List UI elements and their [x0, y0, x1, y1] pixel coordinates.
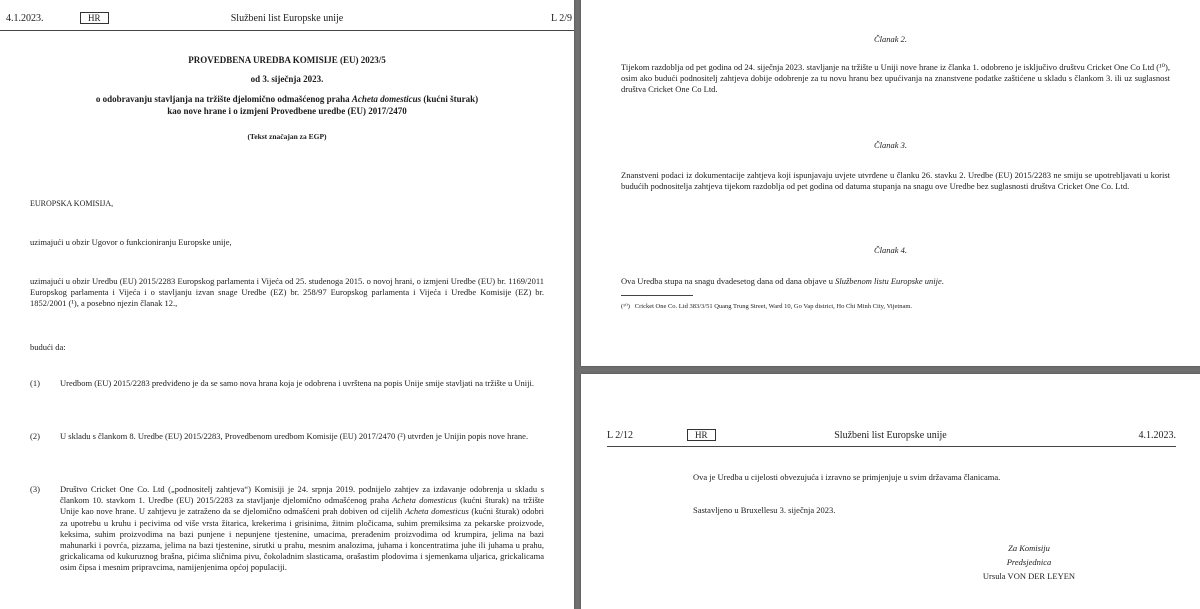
regulation-date: od 3. siječnja 2023. [250, 74, 324, 84]
recital-text: Društvo Cricket One Co. Ltd („podnositelj zahtjeva“) Komisiji je 24. srpnja 2019. podnijelo zahtjev za izdavanje odobrenja u skladu s člankom 10. stavkom 1. Uredbe (EU) 2015/2283 za stavljanje djelomično odmašćenog praha Acheta domesticus (kućni šturak) na tržište Unije kao nove hrane. U zahtjevu je zatraženo da se djelomično odmašćeni prah dobiven od cijelih Acheta domesticus (kućni šturak) odobri za upotrebu u kruhu i pecivima od više vrsta žitarica, krekerima i grisinima, žitnim pločicama, suhim premiksima za pekarske proizvode, keksima, suhim proizvodima na bazi punjene i nepunjene tjestenine, umacima, prerađenim proizvodima od krumpira, jelima na bazi mahunarki i povrća, pizzama, jelima na bazi tjestenine, sirutki u prahu, mesnim analozima, juhama i koncentratima juhe ili juhama u prahu, grickalicama od kukuruznog brašna, pićima sličnima pivu, čokoladnim slasticama, orašastim plodovima i sjemenkama uljarica, grickalicama osim čipsa i mesnim pripravcima, namijenjenima općoj populaciji. [60, 484, 545, 573]
footnote [621, 302, 1180, 311]
footnote-mark: (¹⁰) [621, 303, 630, 310]
article-4-heading: Članak 4. [873, 245, 908, 255]
regulation-subject-line1: o odobravanju stavljanja na tržište djelomično odmašćenog praha Acheta domesticus (kućni šturak) [95, 94, 479, 104]
header-journal: Službeni list Europske unije [834, 430, 947, 441]
recital-1 [30, 378, 544, 389]
eea-relevance: (Tekst značajan za EGP) [247, 132, 327, 141]
president-name: Ursula VON DER LEYEN [982, 571, 1076, 581]
article-4-text: Ova Uredba stupa na snagu dvadesetog dana od dana objave u Službenom listu Europske unije. [621, 276, 944, 286]
article-2-heading: Članak 2. [873, 34, 908, 44]
commission-heading: EUROPSKA KOMISIJA, [30, 199, 114, 208]
header-rule [0, 30, 574, 31]
footnote-rule [621, 295, 693, 296]
document-page-left [0, 0, 574, 609]
article-3-text: Znanstveni podaci iz dokumentacije zahtjeva koji ispunjavaju uvjete utvrđene u članku 26. stavku 2. Uredbe (EU) 2015/2283 ne smiju se upotrebljavati u korist budućih podnositelja zahtjeva tijekom razdoblja od pet godina od datuma stupanja na snagu ove Uredbe bez suglasnosti društva Cricket One Co. Ltd. [621, 170, 1170, 192]
document-page-right-top [581, 0, 1200, 366]
recital-number: (1) [30, 378, 40, 388]
for-commission: Za Komisiju [1008, 543, 1050, 553]
header-page-number: L 2/9 [550, 13, 572, 24]
whereas-heading: budući da: [30, 342, 66, 352]
done-at: Sastavljeno u Bruxellesu 3. siječnja 2023. [693, 505, 836, 515]
president-title: Predsjednica [1006, 557, 1052, 567]
recital-number: (3) [30, 484, 40, 494]
footnote-text: Cricket One Co. Ltd 383/3/51 Quang Trung Street, Ward 10, Go Vap district, Ho Chi Minh City, Vijetnam. [634, 303, 913, 310]
header-language-badge: HR [80, 12, 109, 24]
regulation-subject-line2: kao nove hrane i o izmjeni Provedbene uredbe (EU) 2017/2470 [167, 106, 407, 116]
recital-2 [30, 431, 544, 442]
regulation-title: PROVEDBENA UREDBA KOMISIJE (EU) 2023/5 [188, 55, 386, 65]
having-regard-regulation: uzimajući u obzir Uredbu (EU) 2015/2283 Europskog parlamenta i Vijeća od 25. studenoga 2015. o novoj hrani, o izmjeni Uredbe (EU) br. 1169/2011 Europskog parlamenta i Vijeća i o stavljanju izvan snage Uredbe (EZ) br. 258/97 Europskog parlamenta i Vijeća i Uredbe Komisije (EZ) br. 1852/2001 (¹), a posebno njezin članak 12., [30, 276, 544, 309]
recital-text: U skladu s člankom 8. Uredbe (EU) 2015/2283, Provedbenom uredbom Komisije (EU) 2017/2470 (²) utvrđen je Unijin popis nove hrane. [60, 431, 529, 441]
recital-text: Uredbom (EU) 2015/2283 predviđeno je da se samo nova hrana koja je odobrena i uvrštena na popis Unije smije stavljati na tržište u Uniji. [60, 378, 534, 388]
article-3-heading: Članak 3. [873, 140, 908, 150]
header-page-number: L 2/12 [607, 430, 634, 441]
header-date: 4.1.2023. [6, 13, 44, 24]
document-page-right-bottom [581, 374, 1200, 609]
header-date: 4.1.2023. [1138, 430, 1176, 441]
header-journal: Službeni list Europske unije [230, 13, 344, 24]
header-rule [607, 446, 1176, 447]
recital-3 [30, 484, 544, 574]
having-regard-treaty: uzimajući u obzir Ugovor o funkcioniranju Europske unije, [30, 237, 232, 247]
header-language-badge: HR [687, 429, 716, 441]
article-2-text: Tijekom razdoblja od pet godina od 24. siječnja 2023. stavljanje na tržište u Uniji nove hrane iz članka 1. odobreno je isključivo društvu Cricket One Co Ltd (¹⁰), osim ako budući podnositelj zahtjeva dobije odobrenje za tu novu hranu bez upućivanja na znanstvene podatke zaštićene u skladu s člankom 3. ili uz suglasnost društva Cricket One Co Ltd. [621, 62, 1170, 95]
recital-number: (2) [30, 431, 40, 441]
binding-clause: Ova je Uredba u cijelosti obvezujuća i izravno se primjenjuje u svim državama članicama. [693, 472, 1001, 482]
signature-block [959, 543, 1099, 582]
